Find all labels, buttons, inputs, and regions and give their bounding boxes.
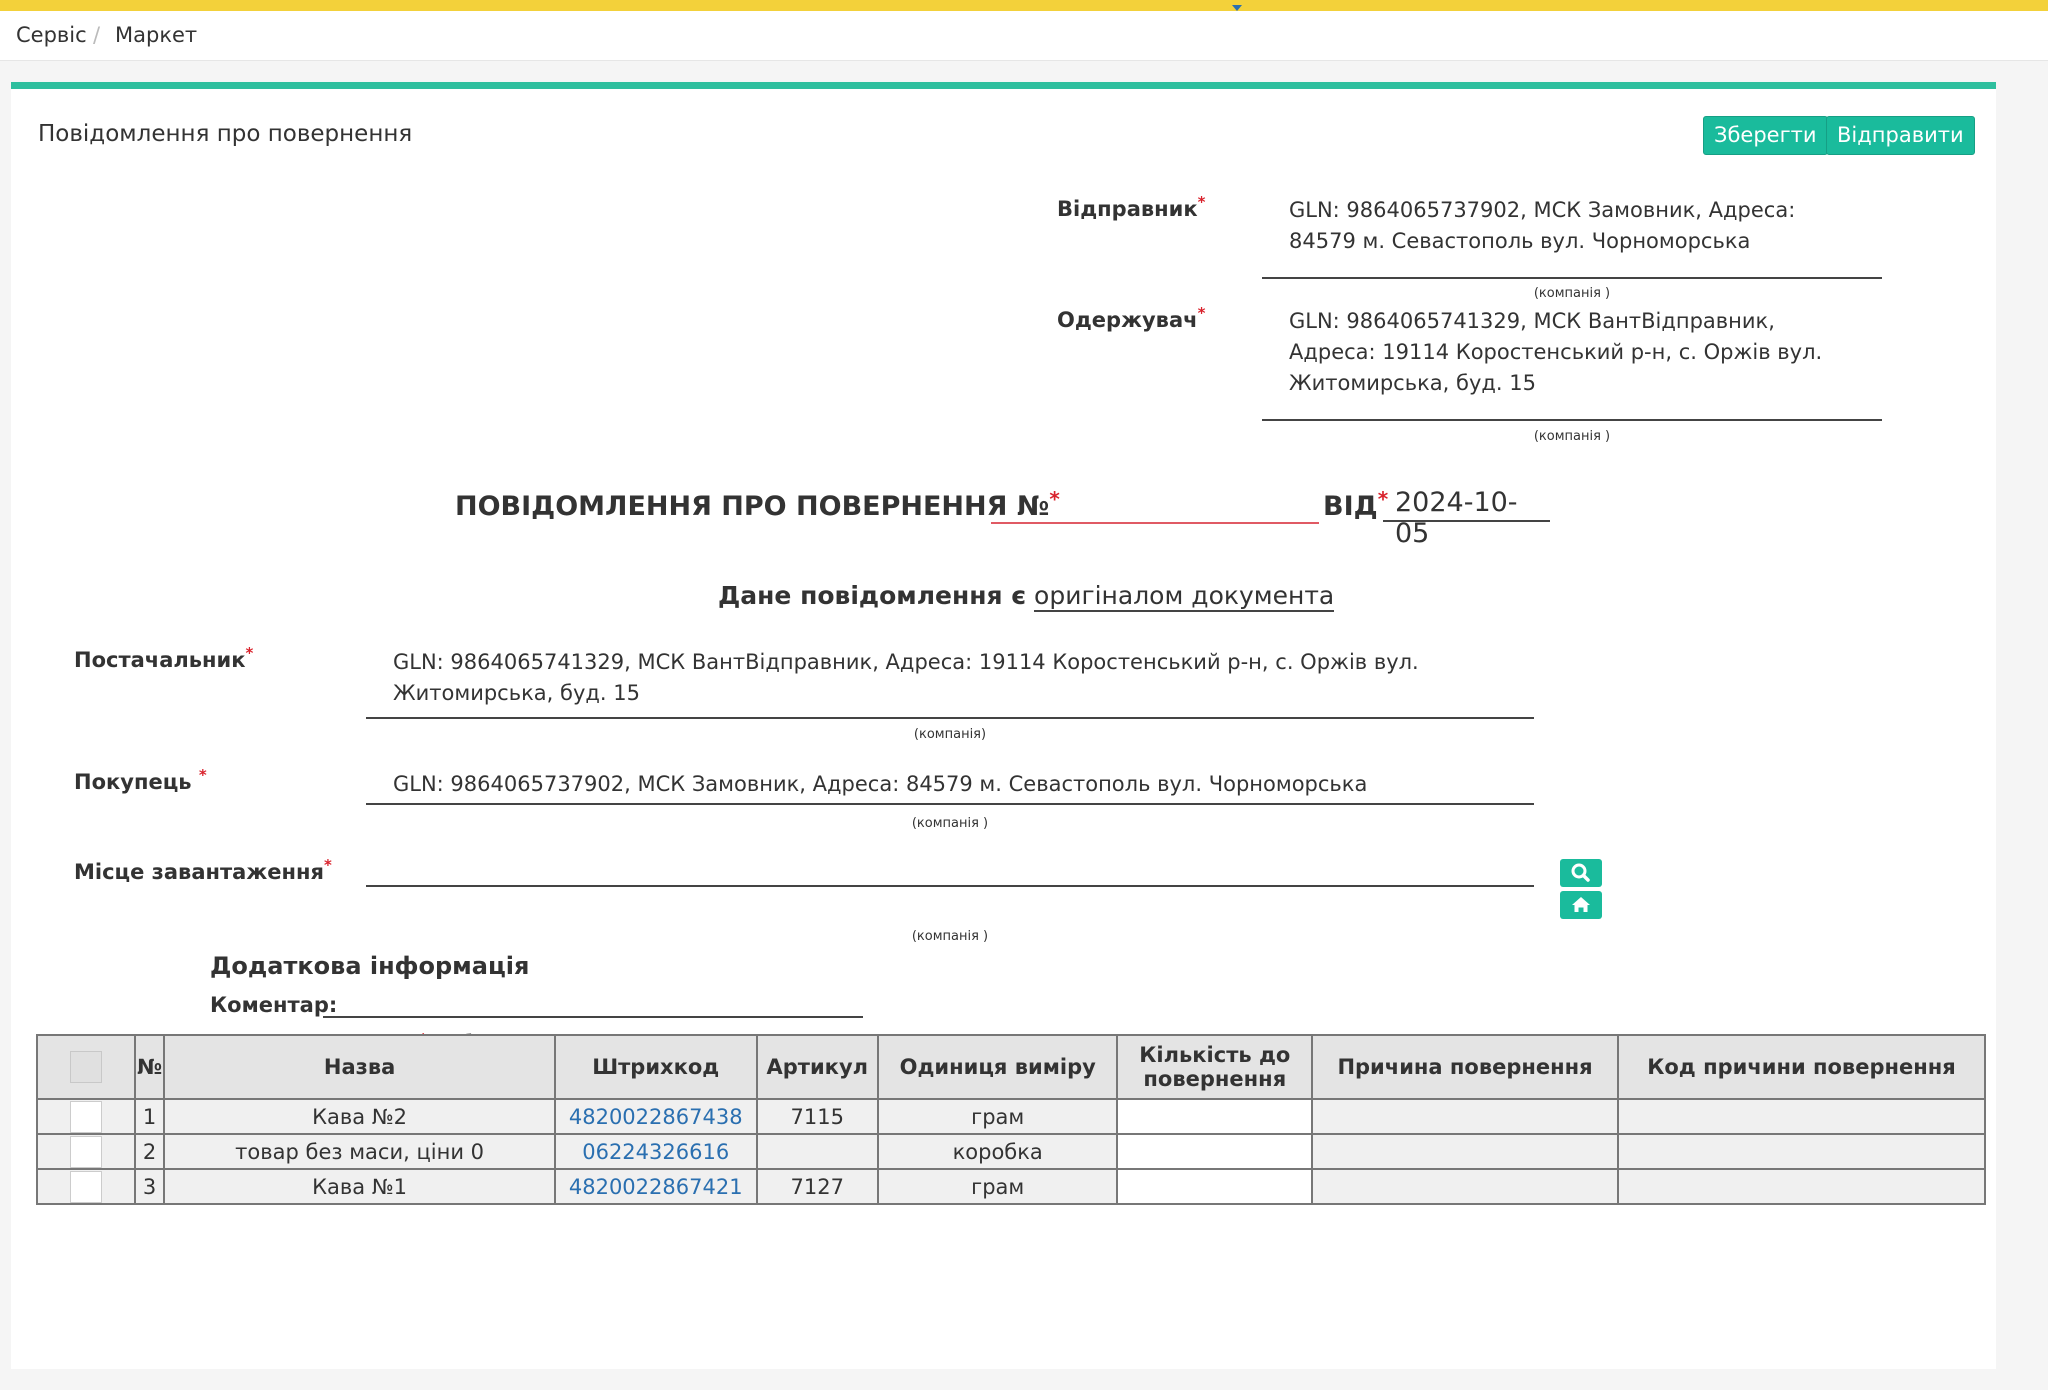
row-number: 3 [135, 1169, 165, 1204]
date-from-label: ВІД* [1323, 487, 1389, 522]
row-article: 7115 [757, 1099, 878, 1134]
supplier-line-2: Житомирська, буд. 15 [393, 681, 640, 705]
breadcrumb-separator: / [93, 23, 101, 47]
items-table [36, 1034, 1986, 1205]
buyer-label: Покупець * [74, 766, 207, 794]
row-quantity-input[interactable] [1117, 1169, 1312, 1204]
row-unit: коробка [878, 1134, 1118, 1169]
breadcrumb-item-service[interactable]: Сервіс [16, 23, 87, 47]
table-header-row [37, 1035, 1985, 1099]
sender-line-1: GLN: 9864065737902, МСК Замовник, Адреса: [1289, 198, 1796, 222]
table-row [37, 1169, 1985, 1204]
search-icon [1560, 859, 1602, 887]
page-title: Повідомлення про повернення [38, 121, 413, 147]
row-article [757, 1134, 878, 1169]
row-reason-select[interactable] [1312, 1099, 1618, 1134]
row-reason-select[interactable] [1312, 1169, 1618, 1204]
status-value-select[interactable]: оригіналом документа [1034, 581, 1335, 610]
row-reason-code[interactable] [1618, 1134, 1985, 1169]
row-select-cell[interactable] [37, 1099, 135, 1134]
row-article: 7127 [757, 1169, 878, 1204]
search-button[interactable] [1560, 859, 1602, 887]
sender-hint: (компанія ) [1533, 286, 1611, 301]
header-reason: Причина повернення [1312, 1035, 1618, 1099]
row-select-cell[interactable] [37, 1169, 135, 1204]
loading-place-input[interactable] [366, 854, 1534, 887]
header-select-all[interactable] [37, 1035, 135, 1099]
additional-info-title: Додаткова інформація [210, 952, 530, 980]
row-name: Кава №2 [164, 1099, 554, 1134]
document-status [718, 581, 1334, 610]
document-number-input[interactable] [991, 489, 1319, 524]
top-accent-bar [0, 0, 2048, 11]
buyer-hint: (компанія ) [911, 816, 989, 831]
row-checkbox[interactable] [70, 1171, 102, 1203]
table-row [37, 1134, 1985, 1169]
row-unit: грам [878, 1099, 1118, 1134]
row-select-cell[interactable] [37, 1134, 135, 1169]
document-date-input[interactable]: 2024-10-05 [1383, 487, 1550, 522]
recipient-label: Одержувач* [1057, 304, 1206, 332]
row-number: 1 [135, 1099, 165, 1134]
supplier-line-1: GLN: 9864065741329, МСК ВантВідправник, Адреса: 19114 Коростенський р-н, с. Оржів вул. [393, 650, 1419, 674]
recipient-line-1: GLN: 9864065741329, МСК ВантВідправник, [1289, 309, 1775, 333]
header-article: Артикул [757, 1035, 878, 1099]
sender-field[interactable] [1262, 195, 1882, 279]
home-icon [1560, 891, 1602, 919]
supplier-field[interactable] [366, 647, 1534, 719]
table-row [37, 1099, 1985, 1134]
supplier-label: Постачальник* [74, 644, 254, 672]
breadcrumb-item-market[interactable]: Маркет [115, 23, 198, 47]
sender-line-2: 84579 м. Севастополь вул. Чорноморська [1289, 229, 1751, 253]
header-unit: Одиниця виміру [878, 1035, 1118, 1099]
row-name: товар без маси, ціни 0 [164, 1134, 554, 1169]
supplier-hint: (компанія) [913, 727, 987, 742]
loading-place-label: Місце завантаження* [74, 856, 332, 884]
sender-label: Відправник* [1057, 193, 1206, 221]
recipient-line-3: Житомирська, буд. 15 [1289, 371, 1536, 395]
status-prefix: Дане повідомлення є [718, 581, 1027, 610]
comment-label: Коментар: [210, 993, 338, 1017]
required-mark: * [1197, 193, 1206, 211]
recipient-hint: (компанія ) [1533, 429, 1611, 444]
buyer-field[interactable] [366, 769, 1534, 805]
row-reason-select[interactable] [1312, 1134, 1618, 1169]
row-barcode-link[interactable]: 4820022867438 [555, 1099, 757, 1134]
document-heading: ПОВІДОМЛЕННЯ ПРО ПОВЕРНЕННЯ №* [455, 487, 1060, 522]
row-unit: грам [878, 1169, 1118, 1204]
row-number: 2 [135, 1134, 165, 1169]
row-name: Кава №1 [164, 1169, 554, 1204]
header-barcode: Штрихкод [555, 1035, 757, 1099]
comment-input[interactable] [323, 986, 863, 1018]
row-barcode-link[interactable]: 06224326616 [555, 1134, 757, 1169]
row-reason-code[interactable] [1618, 1099, 1985, 1134]
row-reason-code[interactable] [1618, 1169, 1985, 1204]
send-button[interactable]: Відправити [1826, 116, 1975, 155]
header-reason-code: Код причини повернення [1618, 1035, 1985, 1099]
row-quantity-input[interactable] [1117, 1099, 1312, 1134]
header-quantity: Кількість до повернення [1117, 1035, 1312, 1099]
header-number: № [135, 1035, 165, 1099]
select-all-checkbox[interactable] [70, 1051, 102, 1083]
row-barcode-link[interactable]: 4820022867421 [555, 1169, 757, 1204]
recipient-line-2: Адреса: 19114 Коростенський р-н, с. Оржів вул. [1289, 340, 1823, 364]
row-quantity-input[interactable] [1117, 1134, 1312, 1169]
home-button[interactable] [1560, 891, 1602, 919]
recipient-field[interactable] [1262, 306, 1882, 421]
buyer-value: GLN: 9864065737902, МСК Замовник, Адреса: 84579 м. Севастополь вул. Чорноморська [393, 772, 1368, 796]
save-button[interactable]: Зберегти [1703, 116, 1828, 155]
header-name: Назва [164, 1035, 554, 1099]
row-checkbox[interactable] [70, 1136, 102, 1168]
loading-place-hint: (компанія ) [911, 929, 989, 944]
row-checkbox[interactable] [70, 1101, 102, 1133]
breadcrumb [0, 11, 2048, 61]
